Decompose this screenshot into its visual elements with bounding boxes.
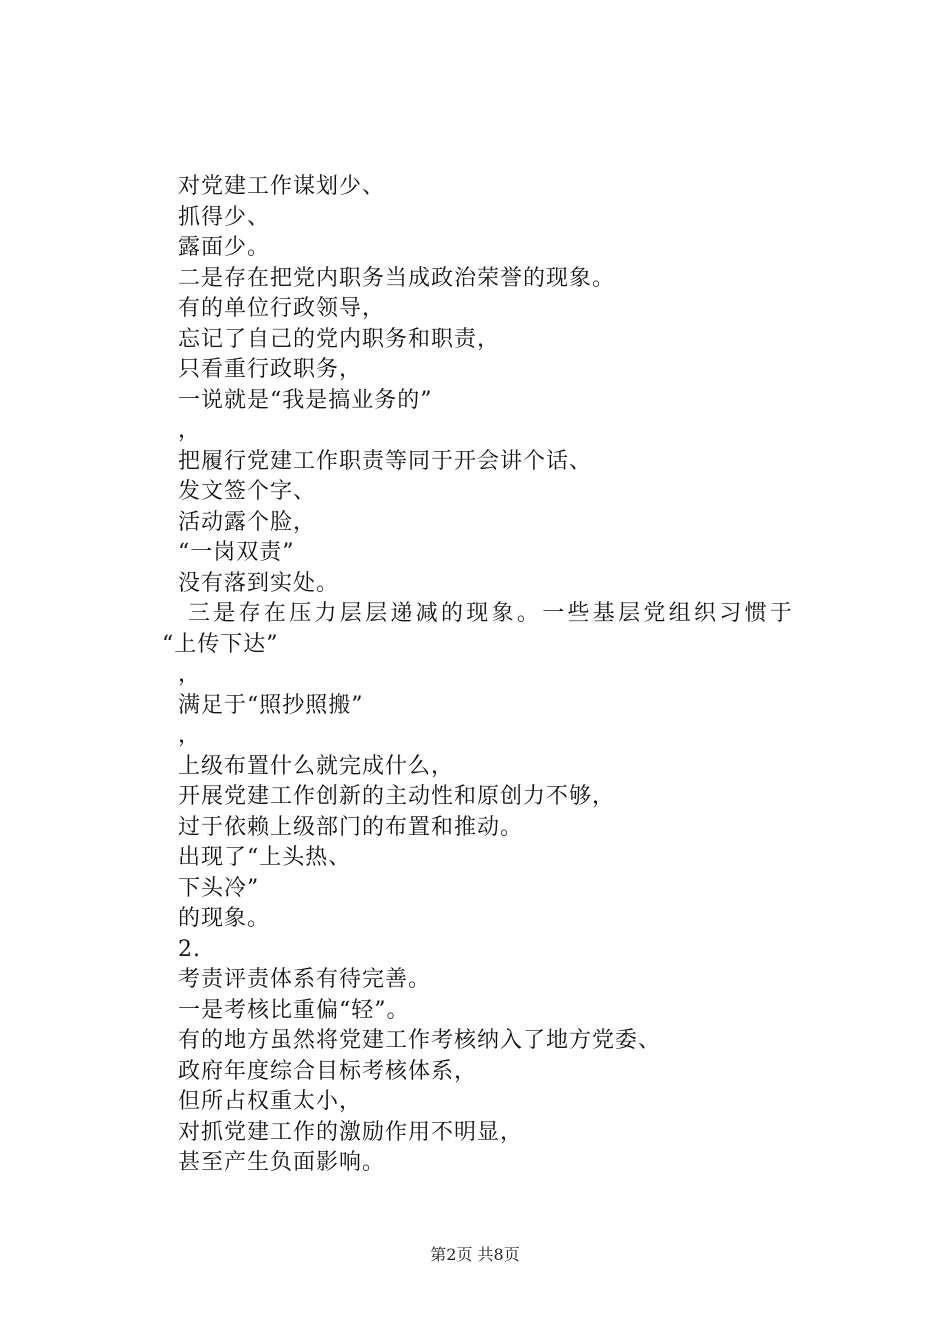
text-line: 上级布置什么就完成什么， [178,753,455,779]
text-line: 甚至产生负面影响。 [178,1150,386,1175]
text-line: 的现象。 [178,906,271,931]
text-line: 发文签个字、 [178,479,317,504]
text-line: “上传下达” [162,631,279,657]
text-line: “一岗双责” [178,540,295,565]
text-line: 没有落到实处。 [178,570,340,596]
text-line: 只看重行政职务， [178,357,363,382]
text-line: ， [178,418,202,443]
text-line: 开展党建工作创新的主动性和原创力不够， [178,784,616,809]
paragraph-start-line: 三是存在压力层层递减的现象。一些基层党组织习惯于 [188,601,796,626]
text-line: 一是考核比重偏“轻”。 [178,997,410,1023]
text-line: 露面少。 [178,235,271,260]
text-line: 政府年度综合目标考核体系， [178,1058,478,1084]
page-number-footer: 第2页 共8页 [430,1245,520,1264]
document-body [0,172,950,1179]
section-heading: 考责评责体系有待完善。 [178,967,432,992]
text-line: 对党建工作谋划少、 [178,174,386,199]
text-line: 忘记了自己的党内职务和职责， [178,326,501,352]
text-line: 出现了“上头热、 [178,845,352,870]
text-line: 抓得少、 [178,204,271,230]
text-line: 有的单位行政领导， [178,296,386,321]
text-line: 有的地方虽然将党建工作考核纳入了地方党委、 [178,1028,662,1053]
text-line: ， [178,723,202,748]
text-line: 过于依赖上级部门的布置和推动。 [178,814,524,840]
text-line: 二是存在把党内职务当成政治荣誉的现象。 [178,265,616,291]
text-line: ， [178,662,202,687]
text-line: 满足于“照抄照搬” [178,692,364,718]
section-number: 2. [178,936,201,962]
text-line: 把履行党建工作职责等同于开会讲个话、 [178,448,593,474]
text-line: 活动露个脸， [178,509,317,535]
text-line: 一说就是“我是搞业务的” [178,387,433,413]
text-line: 但所占权重太小， [178,1089,363,1114]
text-line: 对抓党建工作的激励作用不明显， [178,1119,524,1145]
text-line: 下头冷” [178,875,260,901]
